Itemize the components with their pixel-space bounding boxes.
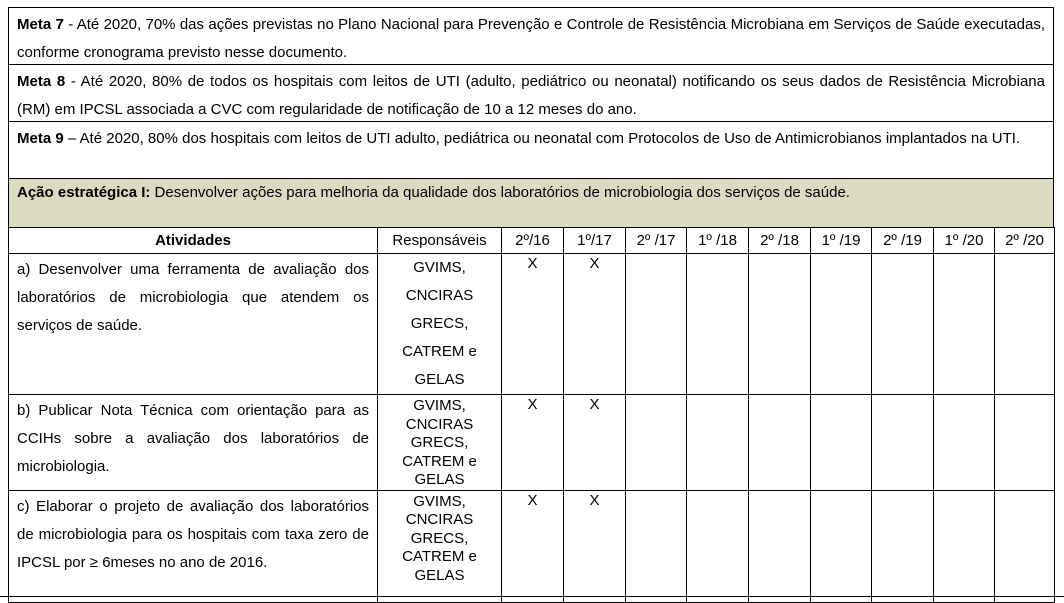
activity-cell: c) Elaborar o projeto de avaliação dos laboratórios de microbiologia para os hospitais com taxa zero de IPCSL por ≥ 6meses no ano de 2016. <box>9 490 378 602</box>
schedule-cell: X <box>564 395 626 491</box>
meta-9: Meta 9 – Até 2020, 80% dos hospitais com leitos de UTI adulto, pediátrica ou neonatal com Protocolos de Uso de Antimicrobianos implantados na UTI. <box>8 121 1054 178</box>
activity-cell: a) Desenvolver uma ferramenta de avaliação dos laboratórios de microbiologia que atendem os serviços de saúde. <box>9 254 378 395</box>
acao-text: Desenvolver ações para melhoria da qualidade dos laboratórios de microbiologia dos serviços de saúde. <box>150 184 850 201</box>
schedule-cell <box>749 254 811 395</box>
schedule-cell <box>687 254 749 395</box>
acao-label: Ação estratégica I: <box>17 184 151 201</box>
schedule-cell <box>872 490 934 602</box>
schedule-cell: X <box>564 490 626 602</box>
schedule-cell <box>872 395 934 491</box>
header-atividades: Atividades <box>9 228 378 254</box>
schedule-cell <box>811 254 872 395</box>
schedule-cell: X <box>564 254 626 395</box>
meta-label: Meta 9 <box>17 130 64 147</box>
schedule-cell <box>872 254 934 395</box>
acao-estrategica <box>8 178 1054 227</box>
schedule-cell <box>934 490 995 602</box>
schedule-cell <box>626 490 687 602</box>
meta-text: Até 2020, 70% das ações previstas no Plano Nacional para Prevenção e Controle de Resistência Microbiana em Serviços de Saúde executadas, conforme cronograma previsto nesse documento. <box>17 16 1045 61</box>
responsaveis-cell: GVIMS, CNCIRAS GRECS, CATREM e GELAS <box>378 395 502 491</box>
schedule-cell <box>934 395 995 491</box>
meta-label: Meta 8 <box>17 73 66 90</box>
meta-label: Meta 7 <box>17 16 64 33</box>
schedule-cell: X <box>502 395 564 491</box>
table-header-row <box>9 228 1055 254</box>
schedule-cell <box>811 395 872 491</box>
schedule-table <box>8 227 1055 603</box>
schedule-cell <box>995 254 1055 395</box>
schedule-cell: X <box>502 254 564 395</box>
table-row <box>9 490 1055 602</box>
schedule-cell: X <box>502 490 564 602</box>
meta-text: Até 2020, 80% dos hospitais com leitos de UTI adulto, pediátrica ou neonatal com Protocolos de Uso de Antimicrobianos implantados na UTI. <box>79 130 1021 147</box>
schedule-cell <box>995 490 1055 602</box>
schedule-cell <box>995 395 1055 491</box>
header-period: 1º /20 <box>934 228 995 254</box>
header-period: 2º /18 <box>749 228 811 254</box>
schedule-cell <box>749 395 811 491</box>
header-period: 1º/17 <box>564 228 626 254</box>
schedule-cell <box>626 395 687 491</box>
responsaveis-cell: GVIMS, CNCIRAS GRECS, CATREM e GELAS <box>378 254 502 395</box>
header-period: 2º /17 <box>626 228 687 254</box>
header-period: 2º /20 <box>995 228 1055 254</box>
schedule-cell <box>626 254 687 395</box>
schedule-cell <box>934 254 995 395</box>
meta-text: Até 2020, 80% de todos os hospitais com leitos de UTI (adulto, pediátrico ou neonatal) notificando os seus dados de Resistência Microbiana (RM) em IPCSL associada a CVC com regularidade de notificação de 10 a 12 meses do ano. <box>17 73 1045 118</box>
header-period: 1º /19 <box>811 228 872 254</box>
table-row <box>9 395 1055 491</box>
schedule-cell <box>687 490 749 602</box>
page-divider <box>0 596 1064 597</box>
document-page <box>8 7 1054 603</box>
meta-7: Meta 7 - Até 2020, 70% das ações previstas no Plano Nacional para Prevenção e Controle de Resistência Microbiana em Serviços de Saúde executadas, conforme cronograma previsto nesse documento. <box>8 7 1054 64</box>
schedule-cell <box>811 490 872 602</box>
responsaveis-cell: GVIMS, CNCIRAS GRECS, CATREM e GELAS <box>378 490 502 602</box>
schedule-cell <box>687 395 749 491</box>
table-row <box>9 254 1055 395</box>
meta-8: Meta 8 - Até 2020, 80% de todos os hospitais com leitos de UTI (adulto, pediátrico ou neonatal) notificando os seus dados de Resistência Microbiana (RM) em IPCSL associada a CVC com regularidade de notificação de 10 a 12 meses do ano. <box>8 64 1054 121</box>
activity-cell: b) Publicar Nota Técnica com orientação para as CCIHs sobre a avaliação dos laboratórios de microbiologia. <box>9 395 378 491</box>
header-period: 2º/16 <box>502 228 564 254</box>
header-responsaveis: Responsáveis <box>378 228 502 254</box>
header-period: 2º /19 <box>872 228 934 254</box>
schedule-cell <box>749 490 811 602</box>
header-period: 1º /18 <box>687 228 749 254</box>
